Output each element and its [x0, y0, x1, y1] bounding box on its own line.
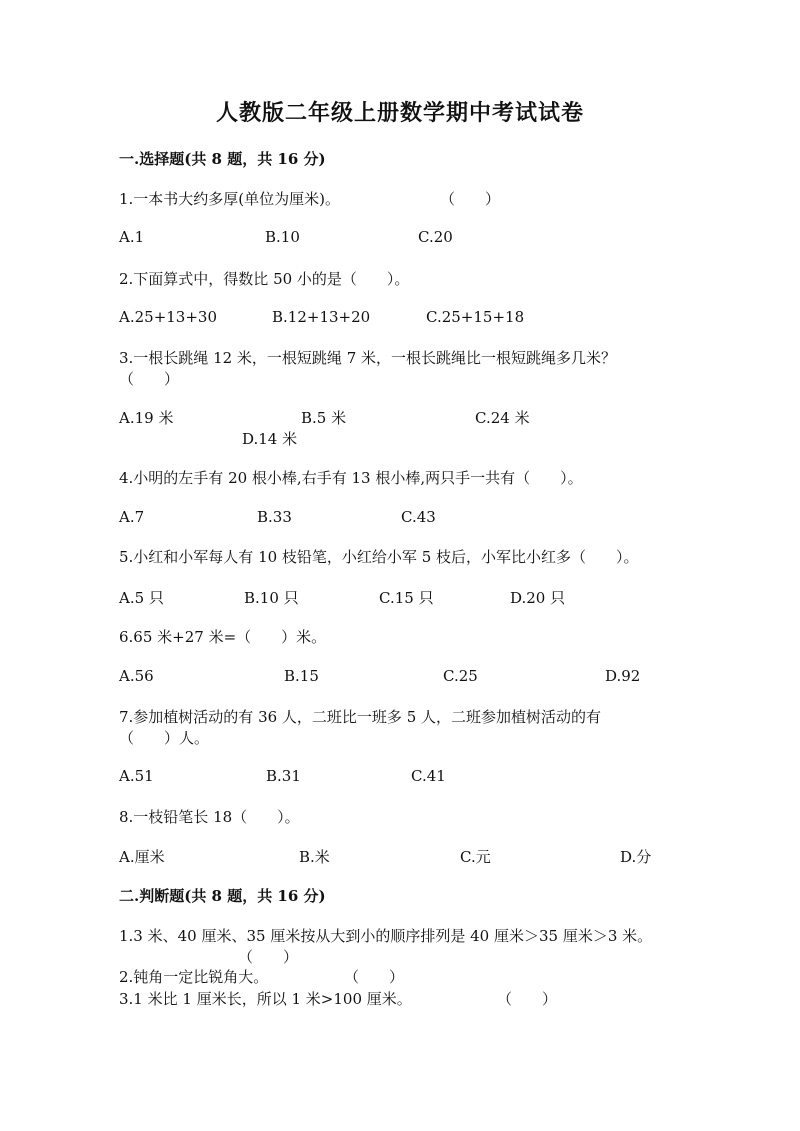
question-4-stem: 4.小明的左手有 20 根小棒,右手有 13 根小棒,两只手一共有（ ）。: [119, 469, 583, 487]
judgement-2-answer-blank: （ ）: [344, 968, 405, 986]
q7-option-c: C.41: [411, 767, 446, 785]
q2-option-c: C.25+15+18: [426, 308, 525, 326]
question-3-stem-continued: （ ）: [119, 370, 180, 388]
q8-option-a: A.厘米: [119, 848, 165, 866]
q6-option-d: D.92: [605, 667, 641, 685]
judgement-3-answer-blank: （ ）: [497, 990, 558, 1008]
page-title: 人教版二年级上册数学期中考试试卷: [215, 100, 584, 126]
q5-option-d: D.20 只: [510, 589, 566, 607]
section-heading-judgement: 二.判断题(共 8 题，共 16 分): [119, 887, 326, 905]
question-7-stem-continued: （ ）人。: [119, 729, 210, 747]
q6-option-c: C.25: [443, 667, 478, 685]
q3-option-c: C.24 米: [475, 409, 530, 427]
q5-option-b: B.10 只: [244, 589, 299, 607]
q7-option-a: A.51: [119, 767, 154, 785]
q5-option-a: A.5 只: [119, 589, 164, 607]
q3-option-a: A.19 米: [119, 409, 174, 427]
q8-option-b: B.米: [299, 848, 330, 866]
question-1-answer-blank: （ ）: [440, 190, 501, 208]
judgement-2-stem: 2.钝角一定比锐角大。: [119, 968, 269, 986]
q3-option-d: D.14 米: [242, 430, 298, 448]
q8-option-c: C.元: [460, 848, 491, 866]
q3-option-b: B.5 米: [301, 409, 347, 427]
q4-option-c: C.43: [401, 508, 436, 526]
question-7-stem: 7.参加植树活动的有 36 人，二班比一班多 5 人，二班参加植树活动的有: [119, 708, 602, 726]
q6-option-b: B.15: [284, 667, 319, 685]
q1-option-a: A.1: [119, 228, 145, 246]
q1-option-b: B.10: [265, 228, 300, 246]
q4-option-a: A.7: [119, 508, 145, 526]
judgement-1-stem: 1.3 米、40 厘米、35 厘米按从大到小的顺序排列是 40 厘米＞35 厘米＞3 米。: [119, 927, 653, 945]
q6-option-a: A.56: [119, 667, 154, 685]
section-heading-choice: 一.选择题(共 8 题，共 16 分): [119, 150, 326, 168]
q7-option-b: B.31: [266, 767, 301, 785]
q2-option-b: B.12+13+20: [272, 308, 371, 326]
question-2-stem: 2.下面算式中，得数比 50 小的是（ ）。: [119, 270, 410, 288]
judgement-3-stem: 3.1 米比 1 厘米长，所以 1 米>100 厘米。: [119, 990, 412, 1008]
judgement-1-answer-blank: （ ）: [238, 948, 299, 966]
question-5-stem: 5.小红和小军每人有 10 枝铅笔，小红给小军 5 枝后，小军比小红多（ ）。: [119, 548, 639, 566]
q5-option-c: C.15 只: [379, 589, 434, 607]
question-6-stem: 6.65 米+27 米=（ ）米。: [119, 628, 327, 646]
q2-option-a: A.25+13+30: [119, 308, 217, 326]
question-3-stem: 3.一根长跳绳 12 米，一根短跳绳 7 米，一根长跳绳比一根短跳绳多几米？: [119, 349, 617, 367]
question-8-stem: 8.一枝铅笔长 18（ ）。: [119, 808, 300, 826]
q4-option-b: B.33: [257, 508, 292, 526]
q8-option-d: D.分: [620, 848, 652, 866]
question-1-stem: 1.一本书大约多厚(单位为厘米)。: [119, 190, 341, 208]
q1-option-c: C.20: [418, 228, 453, 246]
